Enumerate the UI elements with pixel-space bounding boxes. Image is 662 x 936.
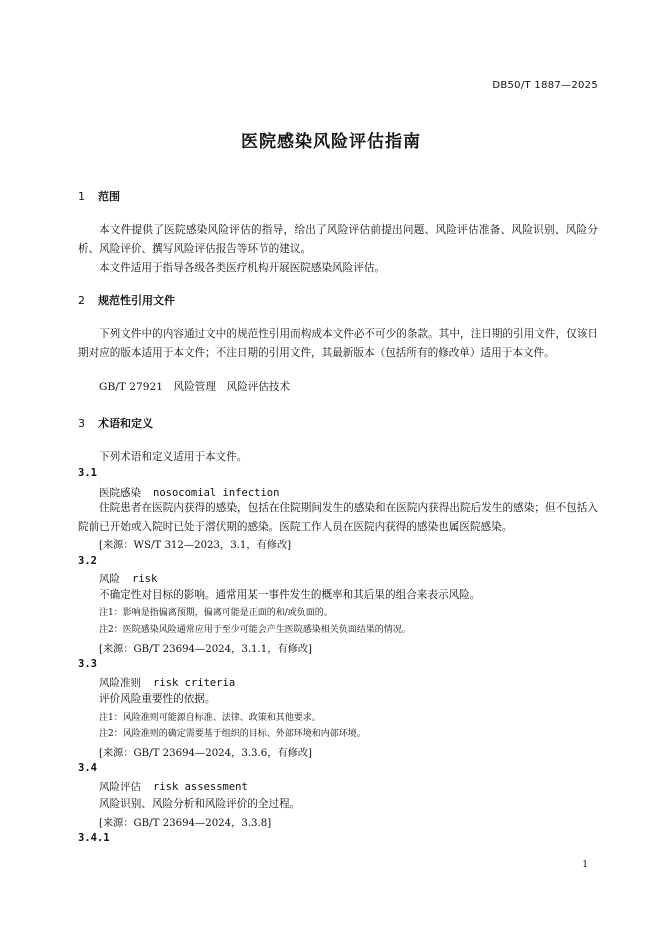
term-heading — [99, 571, 157, 586]
document-title: 医院感染风险评估指南 — [241, 132, 421, 152]
term-source: [来源：WS/T 312—2023，3.1，有修改] — [99, 540, 292, 551]
page-number: 1 — [582, 860, 588, 870]
term-definition: 住院患者在医院内获得的感染，包括在住院期间发生的感染和在医院内获得出院后发生的感染；但不包括入院前已开始或入院时已处于潜伏期的感染。医院工作人员在医院内获得的感染也属医院感染。 — [78, 502, 598, 533]
section-title: 范围 — [98, 190, 120, 203]
term-english: risk assessment — [153, 781, 248, 793]
term-definition: 评价风险重要性的依据。 — [99, 693, 216, 705]
term-english: nosocomial infection — [153, 487, 280, 499]
term-source: [来源：GB/T 23694—2024，3.1.1，有修改] — [99, 644, 312, 655]
term-note-1: 注1：影响是指偏离预期，偏离可能是正面的和/或负面的。 — [99, 608, 333, 618]
section-3-intro: 下列术语和定义适用于本文件。 — [99, 451, 248, 463]
section-title: 规范性引用文件 — [98, 294, 175, 307]
term-note-2: 注2：医院感染风险通常应用于至少可能会产生医院感染相关负面结果的情况。 — [99, 625, 411, 635]
term-chinese: 风险评估 — [99, 781, 141, 793]
section-1-heading — [78, 188, 120, 204]
term-chinese: 风险准则 — [99, 677, 141, 689]
term-number: 3.1 — [78, 467, 97, 479]
term-source: [来源：GB/T 23694—2024，3.3.6，有修改] — [99, 748, 312, 759]
section-3-heading — [78, 415, 153, 431]
term-heading — [99, 779, 248, 794]
term-number: 3.2 — [78, 555, 97, 567]
section-number: 1 — [78, 190, 85, 203]
section-1-paragraph-1: 本文件提供了医院感染风险评估的指导，给出了风险评估前提出问题、风险评估准备、风险识别、风险分析、风险评价、撰写风险评估报告等环节的建议。 — [78, 224, 598, 255]
section-2-paragraph: 下列文件中的内容通过文中的规范性引用而构成本文件必不可少的条款。其中，注日期的引用文件，仅该日期对应的版本适用于本文件；不注日期的引用文件，其最新版本（包括所有的修改单）适用于本文件。 — [78, 328, 598, 359]
term-number: 3.4 — [78, 762, 97, 774]
term-number: 3.4.1 — [78, 832, 110, 844]
term-number: 3.3 — [78, 658, 97, 670]
term-heading — [99, 675, 235, 690]
section-2-heading — [78, 292, 175, 308]
section-number: 2 — [78, 294, 85, 307]
term-heading — [99, 485, 279, 500]
term-note-2: 注2：风险准则的确定需要基于组织的目标、外部环境和内部环境。 — [99, 729, 366, 739]
term-chinese: 风险 — [99, 573, 120, 585]
term-chinese: 医院感染 — [99, 487, 141, 499]
standard-code: DB50/T 1887—2025 — [492, 80, 598, 91]
normative-reference: GB/T 27921 风险管理 风险评估技术 — [99, 381, 291, 393]
term-english: risk — [132, 573, 158, 585]
term-source: [来源：GB/T 23694—2024，3.3.8] — [99, 818, 272, 829]
term-english: risk criteria — [153, 677, 236, 689]
section-title: 术语和定义 — [98, 417, 153, 430]
term-definition: 不确定性对目标的影响。通常用某一事件发生的概率和其后果的组合来表示风险。 — [99, 589, 481, 601]
section-number: 3 — [78, 417, 85, 430]
term-note-1: 注1：风险准则可能源自标准、法律、政策和其他要求。 — [99, 713, 321, 723]
section-1-paragraph-2: 本文件适用于指导各级各类医疗机构开展医院感染风险评估。 — [99, 262, 386, 274]
term-definition: 风险识别、风险分析和风险评价的全过程。 — [99, 798, 301, 810]
